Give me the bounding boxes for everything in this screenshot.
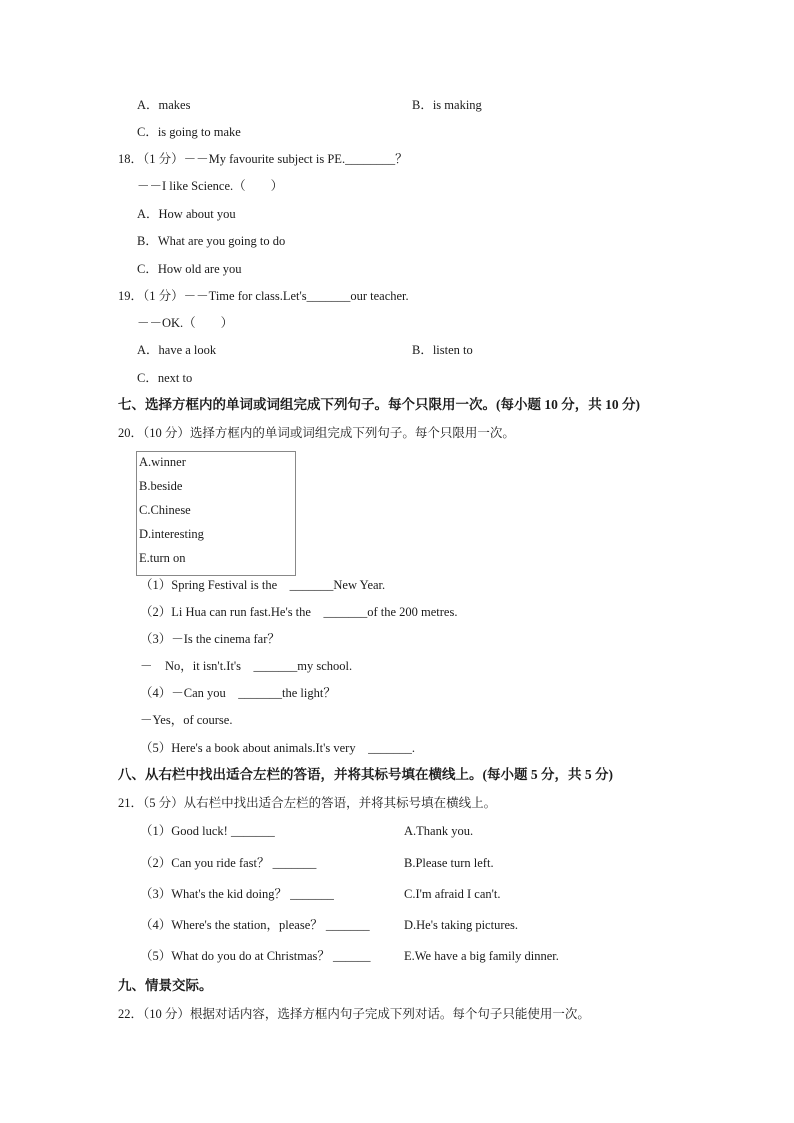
word-box-item: E.turn on xyxy=(139,551,186,565)
section-7-heading: 七、选择方框内的单词或词组完成下列句子。每个只限用一次。(每小题 10 分，共 10 分) xyxy=(118,397,640,412)
word-box-item: B.beside xyxy=(139,479,183,493)
word-box-item: D.interesting xyxy=(139,527,204,541)
section-8-heading: 八、从右栏中找出适合左栏的答语，并将其标号填在横线上。(每小题 5 分，共 5 分) xyxy=(118,767,613,782)
word-box xyxy=(136,451,296,576)
q20-sentence-3: （3）－Is the cinema far？ xyxy=(140,632,280,646)
q19-option-c: C．next to xyxy=(137,371,193,385)
q18-option-a: A．How about you xyxy=(137,207,236,221)
q21-right-item: B.Please turn left. xyxy=(404,856,494,870)
section-9-heading: 九、情景交际。 xyxy=(118,978,213,993)
q20-stem: 20．（10 分）选择方框内的单词或词组完成下列句子。每个只限用一次。 xyxy=(118,426,515,440)
q19-option-b: B．listen to xyxy=(412,343,473,357)
q20-sentence-1: （1）Spring Festival is the _______New Year. xyxy=(140,578,386,592)
word-box-item: C.Chinese xyxy=(139,503,191,517)
q20-sentence-4-reply: －Yes，of course. xyxy=(140,713,233,727)
q21-right-item: C.I'm afraid I can't. xyxy=(404,887,501,901)
q19-option-a: A．have a look xyxy=(137,343,217,357)
q21-left-item: （2）Can you ride fast？ _______ xyxy=(140,856,317,870)
q20-sentence-4: （4）－Can you _______the light？ xyxy=(140,686,336,700)
q20-sentence-2: （2）Li Hua can run fast.He's the _______of the 200 metres. xyxy=(140,605,458,619)
q21-right-item: D.He's taking pictures. xyxy=(404,918,519,932)
q17-option-a: A．makes xyxy=(137,98,191,112)
q21-left-item: （3）What's the kid doing？ _______ xyxy=(140,887,334,901)
q21-left-item: （5）What do you do at Christmas？ ______ xyxy=(140,949,371,963)
q18-option-b: B．What are you going to do xyxy=(137,234,286,248)
word-box-item: A.winner xyxy=(139,455,186,469)
q21-stem: 21．（5 分）从右栏中找出适合左栏的答语，并将其标号填在横线上。 xyxy=(118,796,497,810)
q17-option-b: B．is making xyxy=(412,98,482,112)
q19-answer-line: －－OK.（ ） xyxy=(137,316,234,330)
q17-option-c: C．is going to make xyxy=(137,125,241,139)
q21-left-item: （4）Where's the station，please？ _______ xyxy=(140,918,370,932)
q20-sentence-3-reply: － No，it isn't.It's _______my school. xyxy=(140,659,353,673)
q21-right-item: A.Thank you. xyxy=(404,824,474,838)
q18-option-c: C．How old are you xyxy=(137,262,242,276)
q21-right-item: E.We have a big family dinner. xyxy=(404,949,559,963)
q19-stem: 19．（1 分）－－Time for class.Let's_______our teacher. xyxy=(118,289,409,303)
q22-stem: 22．（10 分）根据对话内容，选择方框内句子完成下列对话。每个句子只能使用一次。 xyxy=(118,1007,590,1021)
q21-left-item: （1）Good luck! _______ xyxy=(140,824,275,838)
q18-answer-line: －－I like Science.（ ） xyxy=(137,179,284,193)
q18-stem: 18．（1 分）－－My favourite subject is PE.________？ xyxy=(118,152,408,166)
q20-sentence-5: （5）Here's a book about animals.It's very _______. xyxy=(140,741,415,755)
